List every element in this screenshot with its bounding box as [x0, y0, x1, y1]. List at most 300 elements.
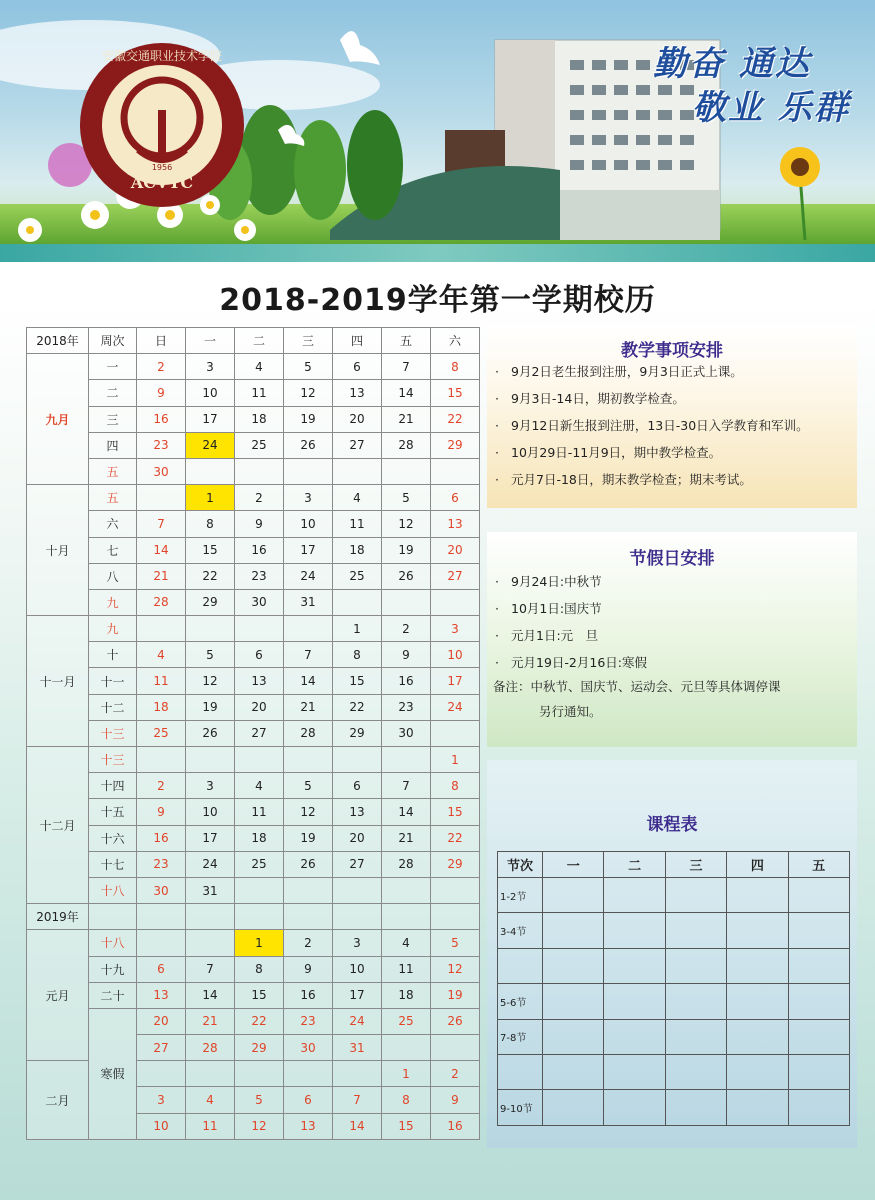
- day-cell: 10: [186, 799, 235, 825]
- day-cell: 4: [137, 642, 186, 668]
- day-cell: 8: [431, 773, 480, 799]
- day-cell: 23: [284, 1008, 333, 1034]
- day-cell: 20: [333, 825, 382, 851]
- day-cell: 24: [186, 432, 235, 458]
- day-cell: 24: [333, 1008, 382, 1034]
- day-cell: 26: [186, 720, 235, 746]
- day-cell: 4: [235, 354, 284, 380]
- schedule-cell: [604, 1019, 665, 1054]
- day-cell: 28: [186, 1035, 235, 1061]
- day-cell: 8: [333, 642, 382, 668]
- header-fri: 五: [382, 328, 431, 354]
- teaching-list: [495, 358, 809, 493]
- day-cell: 19: [284, 406, 333, 432]
- day-cell: 24: [431, 694, 480, 720]
- day-cell: 31: [284, 589, 333, 615]
- calendar-row: [27, 930, 480, 956]
- day-cell: 1: [333, 616, 382, 642]
- day-cell: 12: [382, 511, 431, 537]
- day-cell: 25: [235, 432, 284, 458]
- day-cell: 11: [137, 668, 186, 694]
- day-cell: [382, 877, 431, 903]
- bullet: ·: [495, 418, 499, 433]
- day-cell: 16: [284, 982, 333, 1008]
- day-cell: [382, 1035, 431, 1061]
- day-cell: 6: [333, 354, 382, 380]
- day-cell: 20: [235, 694, 284, 720]
- day-cell: [284, 1061, 333, 1087]
- bullet: ·: [495, 655, 499, 670]
- day-cell: 28: [137, 589, 186, 615]
- schedule-cell: [788, 878, 849, 913]
- day-cell: 7: [382, 773, 431, 799]
- schedule-cell: [543, 913, 604, 948]
- day-cell: 9: [137, 799, 186, 825]
- header-wed: 三: [665, 852, 726, 878]
- week-number: 一: [89, 354, 137, 380]
- day-cell: [235, 747, 284, 773]
- day-cell: [333, 747, 382, 773]
- day-cell: 22: [431, 406, 480, 432]
- day-cell: 7: [186, 956, 235, 982]
- day-cell: 13: [235, 668, 284, 694]
- day-cell: 29: [186, 589, 235, 615]
- day-cell: 14: [284, 668, 333, 694]
- day-cell: 8: [431, 354, 480, 380]
- schedule-cell: [727, 1090, 788, 1125]
- holiday-arrangement-panel: [487, 532, 857, 747]
- header-sun: 日: [137, 328, 186, 354]
- day-cell: 15: [235, 982, 284, 1008]
- schedule-cell: [665, 948, 726, 983]
- schedule-cell: [788, 1090, 849, 1125]
- schedule-cell: [727, 1019, 788, 1054]
- period-label: 5-6节: [498, 984, 543, 1019]
- day-cell: 14: [186, 982, 235, 1008]
- day-cell: 19: [431, 982, 480, 1008]
- day-cell: 9: [137, 380, 186, 406]
- month-label: 二月: [27, 1061, 89, 1140]
- calendar-row: [27, 825, 480, 851]
- month-label: 九月: [27, 354, 89, 485]
- day-cell: [333, 877, 382, 903]
- day-cell: 27: [333, 432, 382, 458]
- day-cell: [137, 930, 186, 956]
- teaching-arrangement-panel: [487, 326, 857, 508]
- item-text: 9月12日新生报到注册，13日-30日入学教育和军训。: [511, 418, 809, 433]
- day-cell: 16: [137, 825, 186, 851]
- calendar-row: [27, 694, 480, 720]
- day-cell: [186, 616, 235, 642]
- day-cell: 16: [137, 406, 186, 432]
- day-cell: 14: [382, 799, 431, 825]
- day-cell: 6: [284, 1087, 333, 1113]
- day-cell: 13: [284, 1113, 333, 1139]
- day-cell: 29: [431, 851, 480, 877]
- day-cell: 28: [382, 432, 431, 458]
- week-number: 十一: [89, 668, 137, 694]
- logo-name: 安徽交通职业技术学院: [101, 49, 223, 63]
- day-cell: 12: [284, 799, 333, 825]
- day-cell: 1: [431, 747, 480, 773]
- schedule-cell: [788, 984, 849, 1019]
- day-cell: 14: [333, 1113, 382, 1139]
- day-cell: 15: [431, 380, 480, 406]
- calendar-row: [27, 406, 480, 432]
- day-cell: 7: [382, 354, 431, 380]
- day-cell: 23: [235, 563, 284, 589]
- day-cell: 17: [333, 982, 382, 1008]
- day-cell: [431, 720, 480, 746]
- day-cell: 4: [382, 930, 431, 956]
- list-item: [495, 466, 809, 493]
- day-cell: 30: [235, 589, 284, 615]
- header-thu: 四: [727, 852, 788, 878]
- day-cell: [431, 458, 480, 484]
- day-cell: 11: [333, 511, 382, 537]
- list-item: [495, 649, 647, 676]
- day-cell: 30: [137, 458, 186, 484]
- month-label: 十一月: [27, 616, 89, 747]
- day-cell: 17: [431, 668, 480, 694]
- day-cell: 13: [333, 380, 382, 406]
- calendar-row: [27, 485, 480, 511]
- day-cell: [235, 616, 284, 642]
- day-cell: 3: [333, 930, 382, 956]
- day-cell: 3: [431, 616, 480, 642]
- week-number: 七: [89, 537, 137, 563]
- day-cell: 10: [186, 380, 235, 406]
- day-cell: 15: [382, 1113, 431, 1139]
- calendar-row: [27, 956, 480, 982]
- day-cell: 9: [284, 956, 333, 982]
- day-cell: 11: [382, 956, 431, 982]
- calendar-row: [27, 799, 480, 825]
- schedule-row: [498, 984, 850, 1019]
- schedule-cell: [665, 878, 726, 913]
- calendar-row: [27, 537, 480, 563]
- day-cell: [137, 616, 186, 642]
- period-label: 3-4节: [498, 913, 543, 948]
- calendar-row: [27, 668, 480, 694]
- day-cell: 4: [235, 773, 284, 799]
- week-number: 十八: [89, 930, 137, 956]
- list-item: [495, 385, 809, 412]
- week-number: 二: [89, 380, 137, 406]
- day-cell: 10: [431, 642, 480, 668]
- day-cell: 2: [137, 354, 186, 380]
- day-cell: 13: [137, 982, 186, 1008]
- day-cell: 16: [235, 537, 284, 563]
- day-cell: 12: [284, 380, 333, 406]
- note-line2: 另行通知。: [539, 704, 602, 719]
- day-cell: 7: [284, 642, 333, 668]
- day-cell: 24: [284, 563, 333, 589]
- day-cell: 25: [137, 720, 186, 746]
- day-cell: 19: [186, 694, 235, 720]
- calendar-row: [27, 877, 480, 903]
- day-cell: 26: [284, 851, 333, 877]
- schedule-cell: [543, 878, 604, 913]
- day-cell: 10: [137, 1113, 186, 1139]
- day-cell: 15: [186, 537, 235, 563]
- bullet: ·: [495, 445, 499, 460]
- day-cell: 16: [382, 668, 431, 694]
- header-thu: 四: [333, 328, 382, 354]
- schedule-cell: [604, 1090, 665, 1125]
- week-number: 十四: [89, 773, 137, 799]
- schedule-cell: [727, 913, 788, 948]
- day-cell: [186, 747, 235, 773]
- week-number: 五: [89, 458, 137, 484]
- day-cell: 17: [186, 825, 235, 851]
- day-cell: [431, 877, 480, 903]
- day-cell: 5: [382, 485, 431, 511]
- header-sat: 六: [431, 328, 480, 354]
- day-cell: 5: [284, 354, 333, 380]
- day-cell: 26: [382, 563, 431, 589]
- schedule-cell: [788, 913, 849, 948]
- day-cell: [284, 904, 333, 930]
- bullet: ·: [495, 472, 499, 487]
- schedule-cell: [788, 948, 849, 983]
- day-cell: 22: [235, 1008, 284, 1034]
- item-text: 9月3日-14日，期初教学检查。: [511, 391, 685, 406]
- calendar-row: [27, 904, 480, 930]
- day-cell: [235, 877, 284, 903]
- day-cell: 6: [235, 642, 284, 668]
- day-cell: [284, 747, 333, 773]
- header-banner: [0, 0, 875, 262]
- day-cell: 2: [284, 930, 333, 956]
- holidays-list: [495, 568, 647, 676]
- day-cell: 2: [235, 485, 284, 511]
- day-cell: 13: [431, 511, 480, 537]
- list-item: [495, 595, 647, 622]
- day-cell: [186, 930, 235, 956]
- day-cell: 9: [235, 511, 284, 537]
- list-item: [495, 412, 809, 439]
- week-number: 十: [89, 642, 137, 668]
- day-cell: 15: [333, 668, 382, 694]
- header-wed: 三: [284, 328, 333, 354]
- day-cell: 22: [186, 563, 235, 589]
- calendar-row: [27, 747, 480, 773]
- day-cell: 21: [186, 1008, 235, 1034]
- item-text: 9月2日老生报到注册，9月3日正式上课。: [511, 364, 743, 379]
- day-cell: 7: [333, 1087, 382, 1113]
- schedule-cell: [543, 1054, 604, 1089]
- day-cell: [284, 616, 333, 642]
- day-cell: 20: [137, 1008, 186, 1034]
- calendar-row: [27, 851, 480, 877]
- schedule-cell: [543, 984, 604, 1019]
- week-number: 四: [89, 432, 137, 458]
- day-cell: [431, 589, 480, 615]
- note-line1: 备注：中秋节、国庆节、运动会、元旦等具体调停课: [493, 679, 781, 694]
- calendar-row: [27, 511, 480, 537]
- day-cell: 8: [382, 1087, 431, 1113]
- month-label: 十月: [27, 485, 89, 616]
- day-cell: 18: [333, 537, 382, 563]
- day-cell: 5: [431, 930, 480, 956]
- day-cell: [284, 877, 333, 903]
- day-cell: 30: [137, 877, 186, 903]
- day-cell: 22: [431, 825, 480, 851]
- week-number: 十五: [89, 799, 137, 825]
- day-cell: 23: [137, 432, 186, 458]
- calendar-row: [27, 432, 480, 458]
- week-number: [89, 904, 137, 930]
- header-mon: 一: [186, 328, 235, 354]
- school-calendar-table: [26, 327, 480, 1140]
- list-item: [495, 568, 647, 595]
- calendar-row: [27, 458, 480, 484]
- period-label: 1-2节: [498, 878, 543, 913]
- bullet: ·: [495, 628, 499, 643]
- slogan-line2: 敬业 乐群: [692, 88, 850, 128]
- day-cell: 11: [235, 799, 284, 825]
- holiday-note: [493, 674, 853, 724]
- day-cell: 14: [137, 537, 186, 563]
- calendar-row: [27, 616, 480, 642]
- schedule-cell: [727, 1054, 788, 1089]
- calendar-row: [27, 642, 480, 668]
- week-number: 十二: [89, 694, 137, 720]
- month-label: 元月: [27, 930, 89, 1061]
- day-cell: [333, 1061, 382, 1087]
- item-text: 元月19日-2月16日:寒假: [511, 655, 647, 670]
- day-cell: [431, 1035, 480, 1061]
- day-cell: [284, 458, 333, 484]
- bullet: ·: [495, 574, 499, 589]
- header-tue: 二: [604, 852, 665, 878]
- schedule-cell: [665, 1090, 726, 1125]
- schedule-cell: [727, 878, 788, 913]
- day-cell: 10: [333, 956, 382, 982]
- period-label: [498, 1054, 543, 1089]
- day-cell: 22: [333, 694, 382, 720]
- day-cell: 8: [186, 511, 235, 537]
- item-text: 10月1日:国庆节: [511, 601, 602, 616]
- calendar-row: [27, 773, 480, 799]
- week-number: 八: [89, 563, 137, 589]
- day-cell: 8: [235, 956, 284, 982]
- schedule-cell: [543, 1019, 604, 1054]
- calendar-row: [27, 354, 480, 380]
- list-item: [495, 439, 809, 466]
- winter-break-label: 寒假: [89, 1008, 137, 1139]
- week-number: 十八: [89, 877, 137, 903]
- day-cell: [186, 458, 235, 484]
- day-cell: 11: [186, 1113, 235, 1139]
- schedule-row: [498, 1054, 850, 1089]
- day-cell: 3: [186, 773, 235, 799]
- day-cell: 9: [382, 642, 431, 668]
- day-cell: 21: [382, 825, 431, 851]
- day-cell: 23: [382, 694, 431, 720]
- day-cell: 3: [186, 354, 235, 380]
- schedule-cell: [665, 984, 726, 1019]
- day-cell: [382, 589, 431, 615]
- week-number: 十九: [89, 956, 137, 982]
- day-cell: 27: [431, 563, 480, 589]
- day-cell: 24: [186, 851, 235, 877]
- calendar-row: [27, 982, 480, 1008]
- day-cell: 19: [382, 537, 431, 563]
- schedule-cell: [604, 878, 665, 913]
- schedule-cell: [604, 984, 665, 1019]
- schedule-cell: [727, 984, 788, 1019]
- day-cell: [382, 747, 431, 773]
- day-cell: 6: [137, 956, 186, 982]
- day-cell: 30: [284, 1035, 333, 1061]
- day-cell: 3: [284, 485, 333, 511]
- bullet: ·: [495, 364, 499, 379]
- schedule-header-row: [498, 852, 850, 878]
- header-mon: 一: [543, 852, 604, 878]
- day-cell: 16: [431, 1113, 480, 1139]
- schedule-row: [498, 1019, 850, 1054]
- schedule-cell: [665, 1019, 726, 1054]
- day-cell: 5: [235, 1087, 284, 1113]
- day-cell: 5: [284, 773, 333, 799]
- week-number: 三: [89, 406, 137, 432]
- item-text: 10月29日-11月9日，期中教学检查。: [511, 445, 722, 460]
- calendar-row: [27, 720, 480, 746]
- day-cell: 9: [431, 1087, 480, 1113]
- day-cell: [137, 1061, 186, 1087]
- period-label: 9-10节: [498, 1090, 543, 1125]
- header-year: 2018年: [27, 328, 89, 354]
- page-title: 2018-2019学年第一学期校历: [219, 283, 656, 318]
- day-cell: 29: [431, 432, 480, 458]
- list-item: [495, 358, 809, 385]
- period-label: [498, 948, 543, 983]
- item-text: 元月7日-18日，期末教学检查；期末考试。: [511, 472, 752, 487]
- slogan-line1: 勤奋 通达: [653, 44, 811, 84]
- day-cell: 11: [235, 380, 284, 406]
- week-number: 二十: [89, 982, 137, 1008]
- day-cell: 12: [186, 668, 235, 694]
- schedule-cell: [727, 948, 788, 983]
- day-cell: 15: [431, 799, 480, 825]
- day-cell: 2: [382, 616, 431, 642]
- calendar-row: [27, 380, 480, 406]
- day-cell: 12: [235, 1113, 284, 1139]
- day-cell: 13: [333, 799, 382, 825]
- header-tue: 二: [235, 328, 284, 354]
- header-week: 周次: [89, 328, 137, 354]
- day-cell: 27: [235, 720, 284, 746]
- item-text: 9月24日:中秋节: [511, 574, 602, 589]
- period-label: 7-8节: [498, 1019, 543, 1054]
- day-cell: 31: [333, 1035, 382, 1061]
- schedule-cell: [604, 913, 665, 948]
- day-cell: 27: [137, 1035, 186, 1061]
- day-cell: 4: [333, 485, 382, 511]
- day-cell: 21: [284, 694, 333, 720]
- day-cell: 12: [431, 956, 480, 982]
- day-cell: 4: [186, 1087, 235, 1113]
- day-cell: 6: [333, 773, 382, 799]
- week-number: 五: [89, 485, 137, 511]
- day-cell: 2: [431, 1061, 480, 1087]
- month-label: 2019年: [27, 904, 89, 930]
- day-cell: 26: [431, 1008, 480, 1034]
- day-cell: 1: [186, 485, 235, 511]
- day-cell: [333, 458, 382, 484]
